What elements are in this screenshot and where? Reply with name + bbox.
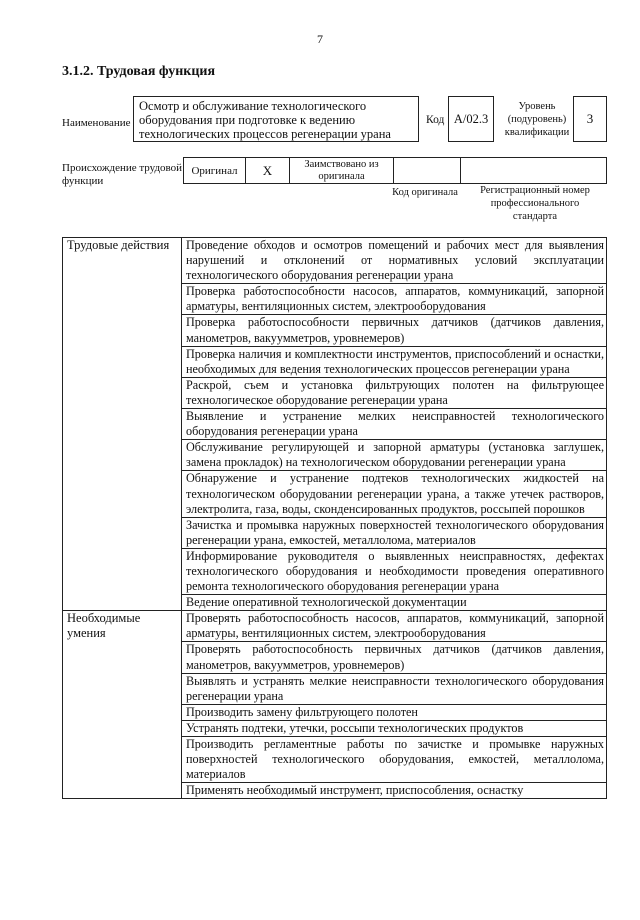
original-mark: X: [246, 158, 290, 183]
code-label: Код: [426, 114, 445, 126]
item-cell: Обнаружение и устранение подтеков технологических жидкостей на технологическом оборудовании регенерации урана, а также утечек растворов, электролита, газа, воды, сконденсированных продуктов, россыпей порошков: [182, 471, 607, 517]
name-label: Наименование: [62, 117, 131, 129]
item-cell: Применять необходимый инструмент, приспособления, оснастку: [182, 783, 607, 799]
item-cell: Зачистка и промывка наружных поверхностей технологического оборудования регенерации урана, емкостей, металлолома, материалов: [182, 517, 607, 548]
labor-function-table: [62, 237, 607, 799]
page-number: 7: [317, 32, 323, 46]
item-cell: Ведение оперативной технологической документации: [182, 595, 607, 611]
item-cell: Проверять работоспособность насосов, аппаратов, коммуникаций, запорной арматуры, вентиляционных систем, электрооборудования: [182, 611, 607, 642]
borrowed-label: Заимствовано из оригинала: [290, 158, 394, 183]
item-cell: Информирование руководителя о выявленных неисправностях, дефектах технологического оборудования и необходимости проведения оперативного ремонта технологического оборудования регенерации урана: [182, 548, 607, 594]
item-cell: Выявлять и устранять мелкие неисправности технологического оборудования регенерации урана: [182, 673, 607, 704]
qualification-level-label: Уровень (подуровень) квалификации: [504, 101, 570, 138]
code-original-label: Код оригинала: [392, 187, 458, 198]
item-cell: Проверять работоспособность первичных датчиков (датчиков давления, манометров, вакуумметров, уровнемеров): [182, 642, 607, 673]
item-cell: Выявление и устранение мелких неисправностей технологического оборудования регенерации урана: [182, 409, 607, 440]
code-original-cell: [394, 158, 461, 183]
table-row: [63, 238, 607, 284]
original-label: Оригинал: [184, 158, 246, 183]
item-cell: Проведение обходов и осмотров помещений и рабочих мест для выявления нарушений и отклонений от нормативных условий эксплуатации технологического оборудования регенерации урана: [182, 238, 607, 284]
item-cell: Проверка наличия и комплектности инструментов, приспособлений и оснастки, необходимых для ведения технологических процессов регенерации урана: [182, 346, 607, 377]
table-row: [63, 611, 607, 642]
item-cell: Обслуживание регулирующей и запорной арматуры (установка заглушек, замена прокладок) на технологическом оборудовании регенерации урана: [182, 440, 607, 471]
category-cell: Трудовые действия: [63, 238, 182, 611]
reg-number-cell: [461, 158, 606, 183]
qualification-level-box: 3: [573, 96, 607, 142]
item-cell: Производить регламентные работы по зачистке и промывке наружных поверхностей технологического оборудования, емкостей, металлолома, материалов: [182, 737, 607, 783]
reg-number-label: Регистрационный номер профессионального стандарта: [480, 185, 590, 222]
origin-row: [183, 157, 607, 184]
item-cell: Проверка работоспособности первичных датчиков (датчиков давления, манометров, вакуумметров, уровнемеров): [182, 315, 607, 346]
item-cell: Проверка работоспособности насосов, аппаратов, коммуникаций, запорной арматуры, вентиляционных систем, электрооборудования: [182, 284, 607, 315]
origin-label: Происхождение трудовой функции: [62, 162, 183, 187]
item-cell: Производить замену фильтрующего полотен: [182, 704, 607, 720]
item-cell: Раскрой, съем и установка фильтрующих полотен на фильтрующее технологическое оборудование регенерации урана: [182, 377, 607, 408]
function-code-box: А/02.3: [448, 96, 494, 142]
function-name-box: Осмотр и обслуживание технологического оборудования при подготовке к ведению технологических процессов регенерации урана: [133, 96, 419, 142]
category-cell: Необходимые умения: [63, 611, 182, 799]
section-title: 3.1.2. Трудовая функция: [62, 64, 216, 79]
item-cell: Устранять подтеки, утечки, россыпи технологических продуктов: [182, 720, 607, 736]
